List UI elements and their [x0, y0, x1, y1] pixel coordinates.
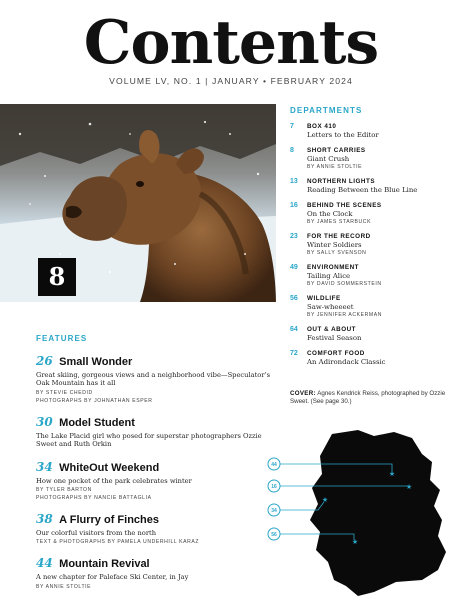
department-byline: BY SALLY SVENSON: [307, 250, 367, 256]
department-title: Reading Between the Blue Line: [307, 186, 418, 194]
department-byline: BY JAMES STARBUCK: [307, 219, 372, 225]
photo-page-badge[interactable]: 8: [38, 258, 76, 296]
department-item[interactable]: [290, 350, 456, 366]
feature-description: Great skiing, gorgeous views and a neighborhood vibe—Speculator’s Oak Mountain has it all: [36, 371, 271, 388]
star-icon: ★: [351, 539, 359, 546]
feature-title: WhiteOut Weekend: [59, 461, 160, 474]
department-title: Saw-wheeeet: [307, 303, 354, 311]
map-marker-label: 56: [271, 531, 277, 538]
department-item[interactable]: [290, 295, 456, 318]
department-page-number: 13: [290, 178, 298, 185]
park-silhouette: [310, 430, 446, 596]
departments-heading: DEPARTMENTS: [290, 106, 363, 115]
feature-item[interactable]: [36, 458, 276, 501]
department-page-number: 8: [290, 147, 294, 154]
issue-line: VOLUME LV, NO. 1 | JANUARY • FEBRUARY 2024: [109, 76, 353, 86]
department-section-label: ENVIRONMENT: [307, 264, 360, 271]
star-icon: ★: [321, 497, 329, 504]
department-title: Festival Season: [307, 334, 362, 342]
feature-byline: TEXT & PHOTOGRAPHS BY PAMELA UNDERHILL KARAZ: [36, 539, 200, 546]
feature-title: Mountain Revival: [59, 558, 150, 571]
adirondack-locator-map: [262, 420, 462, 600]
department-title: On the Clock: [307, 210, 353, 218]
department-byline: BY DAVID SOMMERSTEIN: [307, 281, 382, 287]
feature-title: Small Wonder: [59, 356, 133, 368]
department-page-number: 49: [290, 264, 298, 271]
feature-page-number: 34: [36, 459, 53, 474]
department-section-label: WILDLIFE: [307, 295, 341, 302]
department-byline: BY ANNIE STOLTIE: [307, 164, 363, 170]
department-page-number: 64: [290, 326, 298, 333]
star-icon: ★: [405, 484, 413, 491]
department-item[interactable]: [290, 264, 456, 287]
feature-item[interactable]: [36, 352, 276, 404]
department-section-label: BOX 410: [307, 123, 337, 130]
department-page-number: 23: [290, 233, 298, 240]
feature-item[interactable]: [36, 554, 276, 589]
map-svg: [262, 420, 462, 600]
map-marker-label: 16: [271, 483, 277, 490]
feature-description: A new chapter for Paleface Ski Center, in Jay: [36, 573, 189, 582]
department-page-number: 72: [290, 350, 298, 357]
department-section-label: COMFORT FOOD: [307, 350, 365, 357]
department-item[interactable]: [290, 233, 456, 256]
department-title: An Adirondack Classic: [307, 358, 386, 366]
feature-title: Model Student: [59, 416, 135, 429]
map-marker-label: 44: [271, 461, 277, 468]
departments-section: [290, 106, 456, 366]
feature-byline: BY ANNIE STOLTIE: [36, 583, 92, 590]
department-item[interactable]: [290, 202, 456, 225]
cover-credit: [290, 390, 458, 406]
feature-page-number: 44: [36, 556, 53, 571]
department-byline: BY JENNIFER ACKERMAN: [307, 312, 383, 318]
department-item[interactable]: [290, 147, 456, 170]
feature-item[interactable]: [36, 413, 276, 449]
department-section-label: OUT & ABOUT: [307, 326, 356, 333]
magazine-contents-title: Contents: [83, 8, 379, 78]
department-page-number: 56: [290, 295, 298, 302]
department-item[interactable]: [290, 123, 456, 139]
department-title: Winter Soldiers: [307, 241, 362, 249]
department-item[interactable]: [290, 178, 456, 194]
feature-page-number: 26: [36, 354, 53, 368]
feature-byline: BY TYLER BARTON: [36, 487, 92, 494]
feature-byline: BY STEVIE CHEDID: [36, 389, 93, 396]
department-section-label: SHORT CARRIES: [307, 147, 366, 154]
department-title: Letters to the Editor: [307, 131, 379, 139]
department-page-number: 16: [290, 202, 298, 209]
department-title: Giant Crush: [307, 155, 350, 163]
features-heading: FEATURES: [36, 334, 88, 343]
department-section-label: FOR THE RECORD: [307, 233, 371, 240]
feature-photo-credit: PHOTOGRAPHS BY NANCIE BATTAGLIA: [36, 495, 152, 502]
feature-page-number: 38: [36, 512, 53, 527]
feature-photo-credit: PHOTOGRAPHS BY JOHNATHAN ESPER: [36, 397, 153, 404]
department-page-number: 7: [290, 123, 294, 130]
cover-text: Agnes Kendrick Reiss, photographed by Ozzie Sweet. (See page 30.): [290, 390, 446, 405]
masthead: [0, 10, 462, 86]
map-marker-label: 34: [271, 507, 277, 514]
feature-title: A Flurry of Finches: [59, 514, 159, 527]
feature-page-number: 30: [36, 414, 53, 429]
department-section-label: BEHIND THE SCENES: [307, 202, 382, 209]
feature-description: How one pocket of the park celebrates winter: [36, 476, 192, 485]
department-title: Tailing Alice: [307, 272, 351, 280]
feature-description: The Lake Placid girl who posed for superstar photographers Ozzie Sweet and Ruth Orkin: [36, 431, 262, 449]
feature-description: Our colorful visitors from the north: [36, 529, 157, 538]
star-icon: ★: [388, 471, 396, 478]
department-section-label: NORTHERN LIGHTS: [307, 178, 376, 185]
cover-label: COVER:: [290, 390, 316, 397]
features-section: [36, 334, 276, 590]
department-item[interactable]: [290, 326, 456, 342]
